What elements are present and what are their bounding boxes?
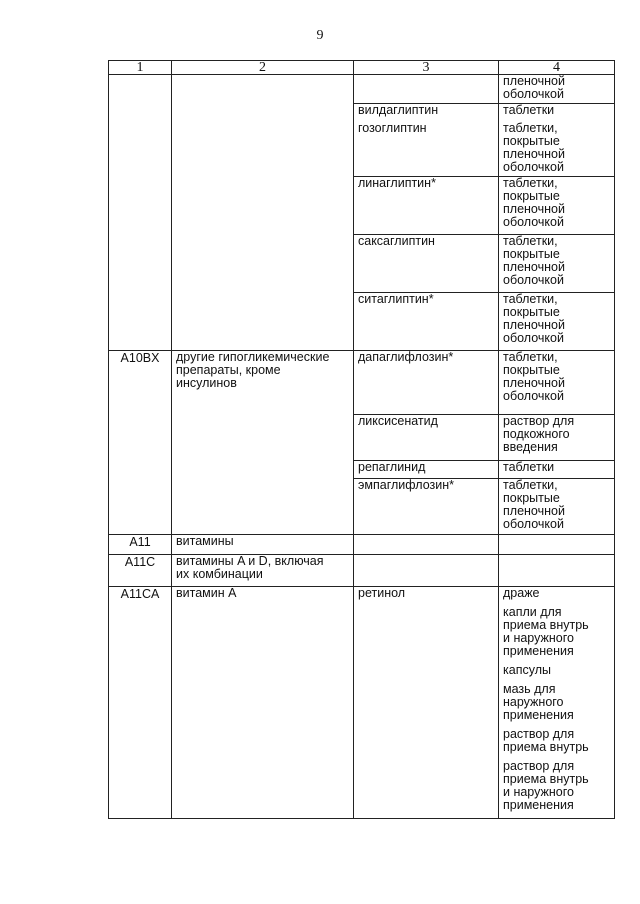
dosage-form-cell: [499, 534, 615, 554]
dosage-form-cell: [499, 414, 615, 460]
atc-code-cell: A11C: [109, 554, 172, 586]
drug-name-cell: гозоглиптин: [354, 122, 499, 177]
dosage-form-cell: [499, 176, 615, 234]
anatomical-group-cell: другие гипогликемические препараты, кроме инсулинов: [172, 350, 354, 534]
dosage-form-entry: таблетки, покрытые пленочной оболочкой: [503, 477, 565, 531]
anatomical-group-cell: витамин A: [172, 586, 354, 818]
atc-code-cell: A11: [109, 534, 172, 554]
dosage-form-entry: таблетки, покрытые пленочной оболочкой: [503, 291, 565, 345]
table-header-row: [109, 61, 615, 75]
drug-name-cell: репаглинид: [354, 460, 499, 478]
anatomical-group-cell: [172, 75, 354, 351]
drug-name-cell: саксаглиптин: [354, 234, 499, 292]
dosage-form-entry: пленочной оболочкой: [503, 74, 565, 101]
dosage-form-cell: [499, 460, 615, 478]
table-row: [109, 554, 615, 586]
dosage-form-cell: [499, 292, 615, 350]
dosage-form-cell: [499, 350, 615, 414]
dosage-form-cell: [499, 554, 615, 586]
drug-name-cell: эмпаглифлозин*: [354, 478, 499, 534]
drug-table: [108, 60, 615, 819]
header-cell: 3: [354, 61, 499, 75]
dosage-form-entry: драже: [503, 585, 540, 600]
atc-code-cell: A11CA: [109, 586, 172, 818]
drug-name-cell: ситаглиптин*: [354, 292, 499, 350]
dosage-form-cell: [499, 104, 615, 122]
drug-name-cell: линаглиптин*: [354, 176, 499, 234]
header-cell: 4: [499, 61, 615, 75]
atc-code-cell: [109, 75, 172, 351]
header-cell: 1: [109, 61, 172, 75]
dosage-form-cell: [499, 234, 615, 292]
dosage-form-entry: капсулы: [503, 662, 551, 677]
table-row: [109, 350, 615, 414]
anatomical-group-cell: витамины A и D, включая их комбинации: [172, 554, 354, 586]
table-row: [109, 586, 615, 818]
table-body: [109, 75, 615, 819]
dosage-form-entry: раствор для подкожного введения: [503, 413, 575, 454]
drug-name-cell: [354, 75, 499, 104]
dosage-form-entry: таблетки, покрытые пленочной оболочкой: [503, 175, 565, 229]
dosage-form-entry: капли для приема внутрь и наружного применения: [503, 604, 589, 658]
atc-code-cell: A10BX: [109, 350, 172, 534]
page-number: 9: [316, 28, 324, 43]
drug-name-cell: ретинол: [354, 586, 499, 818]
dosage-form-entry: таблетки, покрытые пленочной оболочкой: [503, 233, 565, 287]
dosage-form-cell: [499, 586, 615, 818]
dosage-form-entry: мазь для наружного применения: [503, 681, 574, 722]
table-row: [109, 534, 615, 554]
anatomical-group-cell: витамины: [172, 534, 354, 554]
dosage-form-entry: таблетки: [503, 459, 555, 474]
header-cell: 2: [172, 61, 354, 75]
table-row: [109, 75, 615, 104]
dosage-form-cell: [499, 478, 615, 534]
drug-name-cell: ликсисенатид: [354, 414, 499, 460]
drug-name-cell: дапаглифлозин*: [354, 350, 499, 414]
dosage-form-entry: таблетки, покрытые пленочной оболочкой: [503, 349, 565, 403]
drug-name-cell: вилдаглиптин: [354, 104, 499, 122]
dosage-form-cell: [499, 75, 615, 104]
dosage-form-entry: раствор для приема внутрь и наружного применения: [503, 758, 589, 812]
drug-name-cell: [354, 534, 499, 554]
dosage-form-cell: [499, 122, 615, 177]
drug-name-cell: [354, 554, 499, 586]
dosage-form-entry: таблетки: [503, 103, 555, 117]
dosage-form-entry: раствор для приема внутрь: [503, 726, 589, 754]
dosage-form-entry: таблетки, покрытые пленочной оболочкой: [503, 120, 565, 174]
